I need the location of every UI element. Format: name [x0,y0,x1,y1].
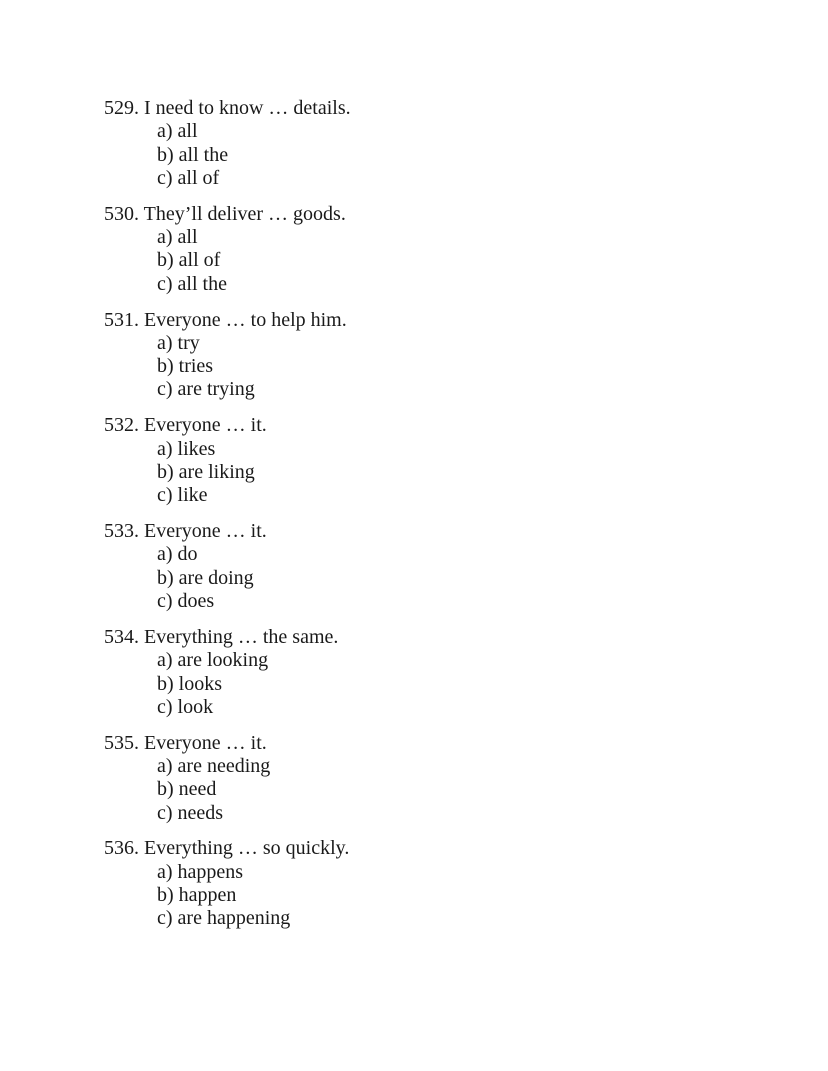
option-c: c) all the [157,272,227,295]
question-prompt: 530. They’ll deliver … goods. [104,202,346,225]
question-prompt: 535. Everyone … it. [104,731,267,754]
option-a: a) are needing [157,754,271,777]
option-list [104,543,351,613]
option-list [104,438,351,508]
option-a: a) happens [157,860,244,883]
option-a: a) are looking [157,649,269,672]
question-prompt: 531. Everyone … to help him. [104,308,347,331]
question-531 [104,309,351,402]
option-list [104,120,351,190]
option-list [104,755,351,825]
option-b: b) all the [157,143,229,166]
question-536 [104,837,351,930]
option-b: b) are liking [157,460,255,483]
option-c: c) look [157,695,214,718]
question-534 [104,626,351,719]
option-b: b) happen [157,884,237,907]
option-a: a) all [157,226,198,249]
question-532 [104,414,351,507]
option-b: b) looks [157,672,222,695]
question-prompt: 529. I need to know … details. [104,97,351,119]
option-b: b) need [157,778,217,801]
option-list [104,861,351,931]
question-535 [104,732,351,825]
question-list [104,97,351,943]
option-c: c) all of [157,166,220,189]
option-b: b) all of [157,249,221,272]
option-list [104,649,351,719]
option-a: a) all [157,120,198,143]
question-prompt: 536. Everything … so quickly. [104,837,350,860]
question-529 [104,97,351,190]
option-c: c) does [157,590,215,613]
question-prompt: 532. Everyone … it. [104,414,267,437]
option-b: b) tries [157,355,214,378]
question-prompt: 533. Everyone … it. [104,520,267,543]
option-list [104,226,351,296]
option-c: c) are happening [157,907,291,930]
option-c: c) are trying [157,378,255,401]
option-c: c) like [157,484,208,507]
question-533 [104,520,351,613]
question-prompt: 534. Everything … the same. [104,625,339,648]
option-c: c) needs [157,801,224,824]
option-a: a) try [157,331,200,354]
option-list [104,332,351,402]
option-a: a) do [157,543,198,566]
option-b: b) are doing [157,566,254,589]
question-530 [104,203,351,296]
option-a: a) likes [157,437,216,460]
